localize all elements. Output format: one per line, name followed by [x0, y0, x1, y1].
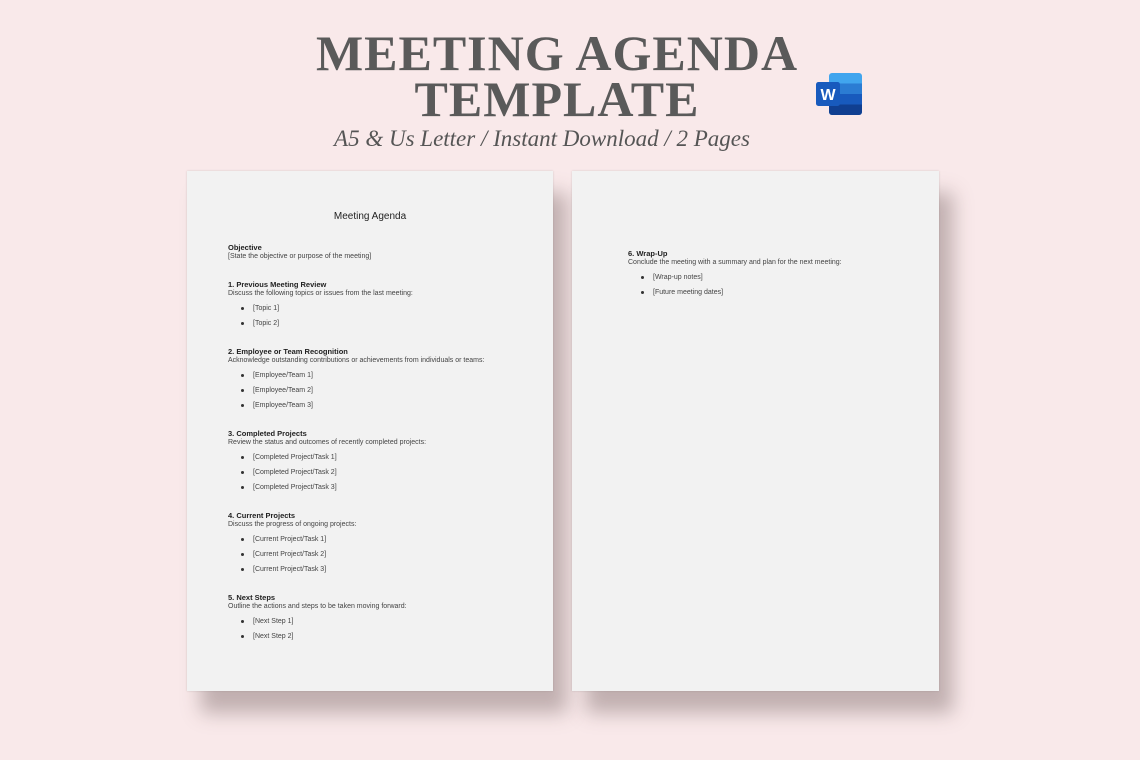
bullet-text: [Current Project/Task 3] [253, 566, 327, 573]
section-heading: 6. Wrap-Up [628, 249, 668, 258]
page-1-sections [228, 243, 528, 660]
bullet-item [241, 304, 528, 313]
bullet-item [241, 453, 528, 462]
section-description: Discuss the following topics or issues from the last meeting: [228, 290, 413, 297]
section-description: Discuss the progress of ongoing projects: [228, 521, 357, 528]
hero-subtitle: A5 & Us Letter / Instant Download / 2 Pages [334, 126, 750, 151]
bullet-list [228, 371, 528, 410]
agenda-section [228, 593, 528, 641]
bullet-item [241, 565, 528, 574]
section-heading: 1. Previous Meeting Review [228, 280, 327, 289]
section-heading: 2. Employee or Team Recognition [228, 347, 348, 356]
bullet-text: [Next Step 1] [253, 618, 294, 625]
section-description: Review the status and outcomes of recently completed projects: [228, 439, 427, 446]
section-description: Conclude the meeting with a summary and plan for the next meeting: [628, 259, 842, 266]
bullet-list [228, 453, 528, 492]
agenda-section [228, 429, 528, 492]
bullet-item [241, 371, 528, 380]
bullet-icon [641, 276, 644, 279]
bullet-icon [241, 456, 244, 459]
hero-title-line-2: TEMPLATE [414, 71, 700, 127]
bullet-icon [241, 389, 244, 392]
bullet-icon [241, 322, 244, 325]
bullet-item [641, 288, 928, 297]
bullet-text: [Employee/Team 2] [253, 387, 313, 394]
bullet-icon [241, 486, 244, 489]
bullet-item [241, 550, 528, 559]
bullet-icon [241, 404, 244, 407]
bullet-icon [241, 374, 244, 377]
bullet-item [241, 468, 528, 477]
bullet-text: [Employee/Team 1] [253, 372, 313, 379]
bullet-icon [241, 620, 244, 623]
microsoft-word-icon [815, 72, 863, 116]
bullet-item [641, 273, 928, 282]
bullet-item [241, 319, 528, 328]
bullet-text: [Current Project/Task 2] [253, 551, 327, 558]
bullet-item [241, 386, 528, 395]
bullet-text: [Future meeting dates] [653, 289, 724, 296]
bullet-item [241, 535, 528, 544]
bullet-item [241, 632, 528, 641]
section-heading: Objective [228, 243, 262, 252]
document-title: Meeting Agenda [333, 211, 407, 222]
agenda-section [228, 347, 528, 410]
bullet-text: [Next Step 2] [253, 633, 294, 640]
bullet-item [241, 617, 528, 626]
document-page-2 [572, 171, 939, 691]
bullet-list [628, 273, 928, 297]
section-heading: 3. Completed Projects [228, 429, 307, 438]
bullet-icon [241, 538, 244, 541]
bullet-icon [241, 635, 244, 638]
word-logo-letter: W [820, 87, 836, 104]
bullet-icon [241, 471, 244, 474]
bullet-item [241, 483, 528, 492]
bullet-text: [Completed Project/Task 3] [253, 484, 337, 491]
bullet-icon [241, 307, 244, 310]
section-heading: 4. Current Projects [228, 511, 296, 520]
section-description: Outline the actions and steps to be taken moving forward: [228, 603, 407, 610]
bullet-text: [Current Project/Task 1] [253, 536, 327, 543]
bullet-text: [Topic 2] [253, 320, 280, 327]
hero-title [0, 25, 1114, 127]
bullet-item [241, 401, 528, 410]
bullet-icon [641, 291, 644, 294]
section-description: [State the objective or purpose of the meeting] [228, 253, 372, 260]
bullet-text: [Employee/Team 3] [253, 402, 313, 409]
page-2-sections [628, 249, 928, 316]
document-page-1 [187, 171, 553, 691]
bullet-icon [241, 568, 244, 571]
agenda-section [628, 249, 928, 297]
section-heading: 5. Next Steps [228, 593, 276, 602]
section-description: Acknowledge outstanding contributions or achievements from individuals or teams: [228, 357, 485, 364]
bullet-text: [Completed Project/Task 2] [253, 469, 337, 476]
bullet-icon [241, 553, 244, 556]
bullet-list [228, 535, 528, 574]
agenda-section [228, 243, 528, 261]
bullet-text: [Wrap-up notes] [653, 274, 703, 281]
hero-title-line-1: MEETING AGENDA [315, 25, 799, 81]
bullet-text: [Topic 1] [253, 305, 280, 312]
agenda-section [228, 280, 528, 328]
agenda-section [228, 511, 528, 574]
bullet-text: [Completed Project/Task 1] [253, 454, 337, 461]
bullet-list [228, 304, 528, 328]
bullet-list [228, 617, 528, 641]
